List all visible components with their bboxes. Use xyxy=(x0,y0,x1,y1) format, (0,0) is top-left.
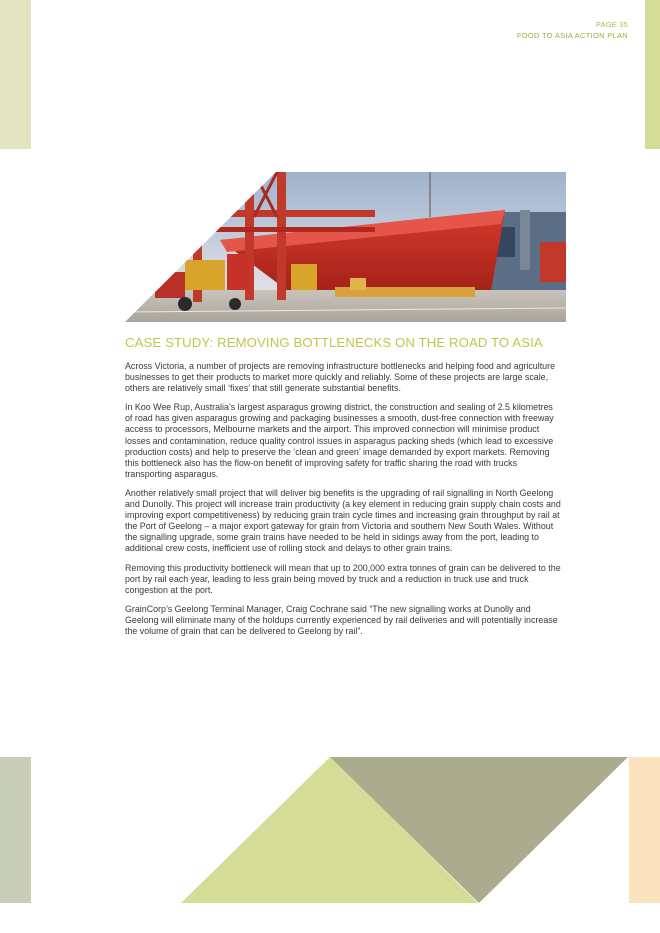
body-paragraph: GrainCorp’s Geelong Terminal Manager, Craig Cochrane said “The new signalling works at Dunolly and Geelong will eliminate many of the holdups currently experienced by rail deliveries and will potentially increase the volume of grain that can be delivered to Geelong by rail”. xyxy=(125,603,558,636)
page-header xyxy=(517,19,628,41)
port-photo xyxy=(125,172,566,322)
body-paragraph: Removing this productivity bottleneck will mean that up to 200,000 extra tonnes of grain can be delivered to the port by rail each year, leading to less grain being moved by truck and a reduction in truck use and truck congestion at the port. xyxy=(125,562,561,595)
body-paragraph: Another relatively small project that will deliver big benefits is the upgrading of rail signalling in North Geelong and Dunolly. This project will increase train productivity (a key element in reducing grain supply chain costs and improving export competitiveness) by reducing grain train cycle times and increasing grain throughput by rail at the Port of Geelong – a major export gateway for grain from Victoria and southern New South Wales. Without the signalling upgrade, some grain trains have needed to be held in sidings away from the port, leading to additional crew costs, inefficient use of rolling stock and delays to other grain trains. xyxy=(125,487,561,554)
left-top-color-band xyxy=(0,0,31,149)
body-paragraph: Across Victoria, a number of projects are removing infrastructure bottlenecks and helping food and agriculture businesses to get their products to market more quickly and reliably. Some of these projects are large scale, others are relatively small ‘fixes’ that still generate substantial benefits. xyxy=(125,361,556,394)
document-title: FOOD TO ASIA ACTION PLAN xyxy=(516,31,628,40)
case-study-title: CASE STUDY: REMOVING BOTTLENECKS ON THE ROAD TO ASIA xyxy=(125,335,543,350)
right-top-color-band xyxy=(645,0,660,149)
page-number: PAGE 35 xyxy=(595,20,628,29)
case-study-body xyxy=(125,361,561,645)
body-paragraph: In Koo Wee Rup, Australia’s largest asparagus growing district, the construction and sealing of 2.5 kilometres of road has given asparagus growing and packaging businesses a smooth, dust-free connection with freeway access to processors, Melbourne markets and the airport. This improved connection will minimise product losses and contamination, reduce quality control issues in asparagus packing sheds (which lead to excessive production costs) and help to preserve the ‘clean and green’ image demanded by export markets. Removing this bottleneck also has the flow-on benefit of improving safety for traffic sharing the road with trucks transporting asparagus. xyxy=(125,402,554,479)
decorative-triangles xyxy=(0,757,660,903)
